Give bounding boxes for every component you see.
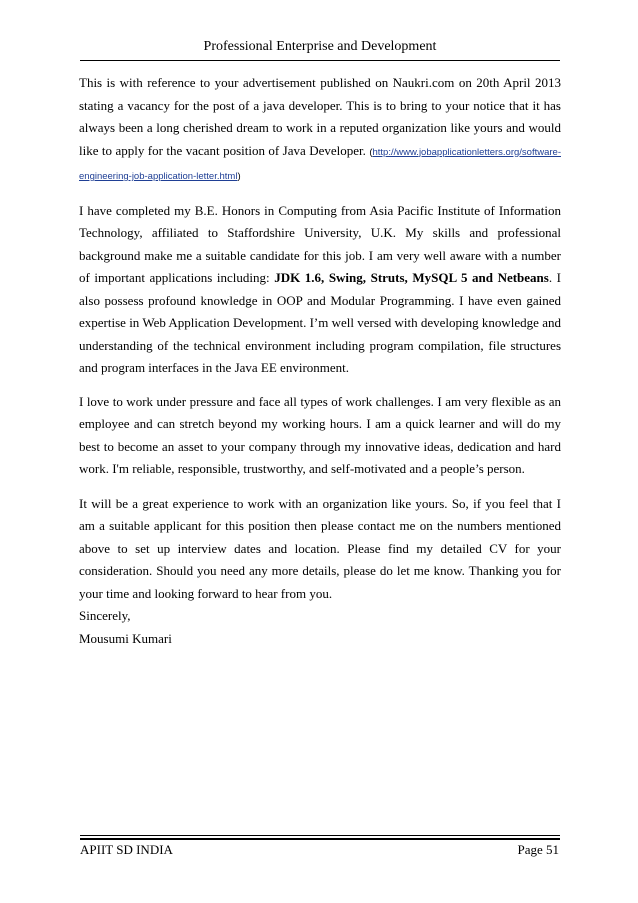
footer-divider-thin [80,835,560,836]
paragraph-4-text: It will be a great experience to work with an organization like yours. So, if you feel that I am a suitable applicant for this position then please contact me on the numbers mentioned above to set up interview dates and location. Please find my detailed CV for your consideration. Should you need any more details, please do let me know. Thanking you for your time and looking forward to hear from you. [79,495,561,601]
link-paren-close: ) [237,171,241,182]
closing-salutation: Sincerely, [79,608,131,623]
paragraph-2-skills-bold: JDK 1.6, Swing, Struts, MySQL 5 and Netbeans [274,270,549,285]
paragraph-1 [79,72,561,189]
footer-page-number: Page 51 [517,842,559,857]
header-divider [80,60,560,61]
paragraph-2 [79,200,561,380]
paragraph-2-text-after: . I also possess profound knowledge in OOP and Modular Programming. I have even gained expertise in Web Application Development. I’m well versed with developing knowledge and understanding of the technical environment including program compilation, file structures and program interfaces in the Java EE environment. [79,270,561,375]
footer-divider-thick [80,838,560,840]
signature-name: Mousumi Kumari [79,630,172,646]
paragraph-1-text: This is with reference to your advertisement published on Naukri.com on 20th April 2013 stating a vacancy for the post of a java developer. This is to bring to your notice that it has always been a long cherished dream to work in a reputed organization like yours and would like to apply for the vacant position of Java Developer. [79,75,561,158]
paragraph-4 [79,493,561,606]
letter-body [79,72,561,650]
paragraph-3 [79,391,561,481]
link-paren-open: ( [369,146,373,158]
reference-link[interactable]: http://www.jobapplicationletters.org/software-engineering-job-application-letter.html [79,146,561,182]
page-header-title: Professional Enterprise and Development [203,39,437,54]
paragraph-3-text: I love to work under pressure and face all types of work challenges. I am very flexible as an employee and can stretch beyond my working hours. I am a quick learner and will do my best to become an asset to your company through my innovative ideas, dedication and hard work. I'm reliable, responsible, trustworthy, and self-motivated and a people’s person. [79,393,561,476]
footer-institution: APIIT SD INDIA [80,842,173,857]
paragraph-2-text-before: I have completed my B.E. Honors in Computing from Asia Pacific Institute of Information Technology, affiliated to Staffordshire University, U.K. My skills and professional background make me a suitable candidate for this job. I am very well aware with a number of important applications including: [79,202,561,285]
